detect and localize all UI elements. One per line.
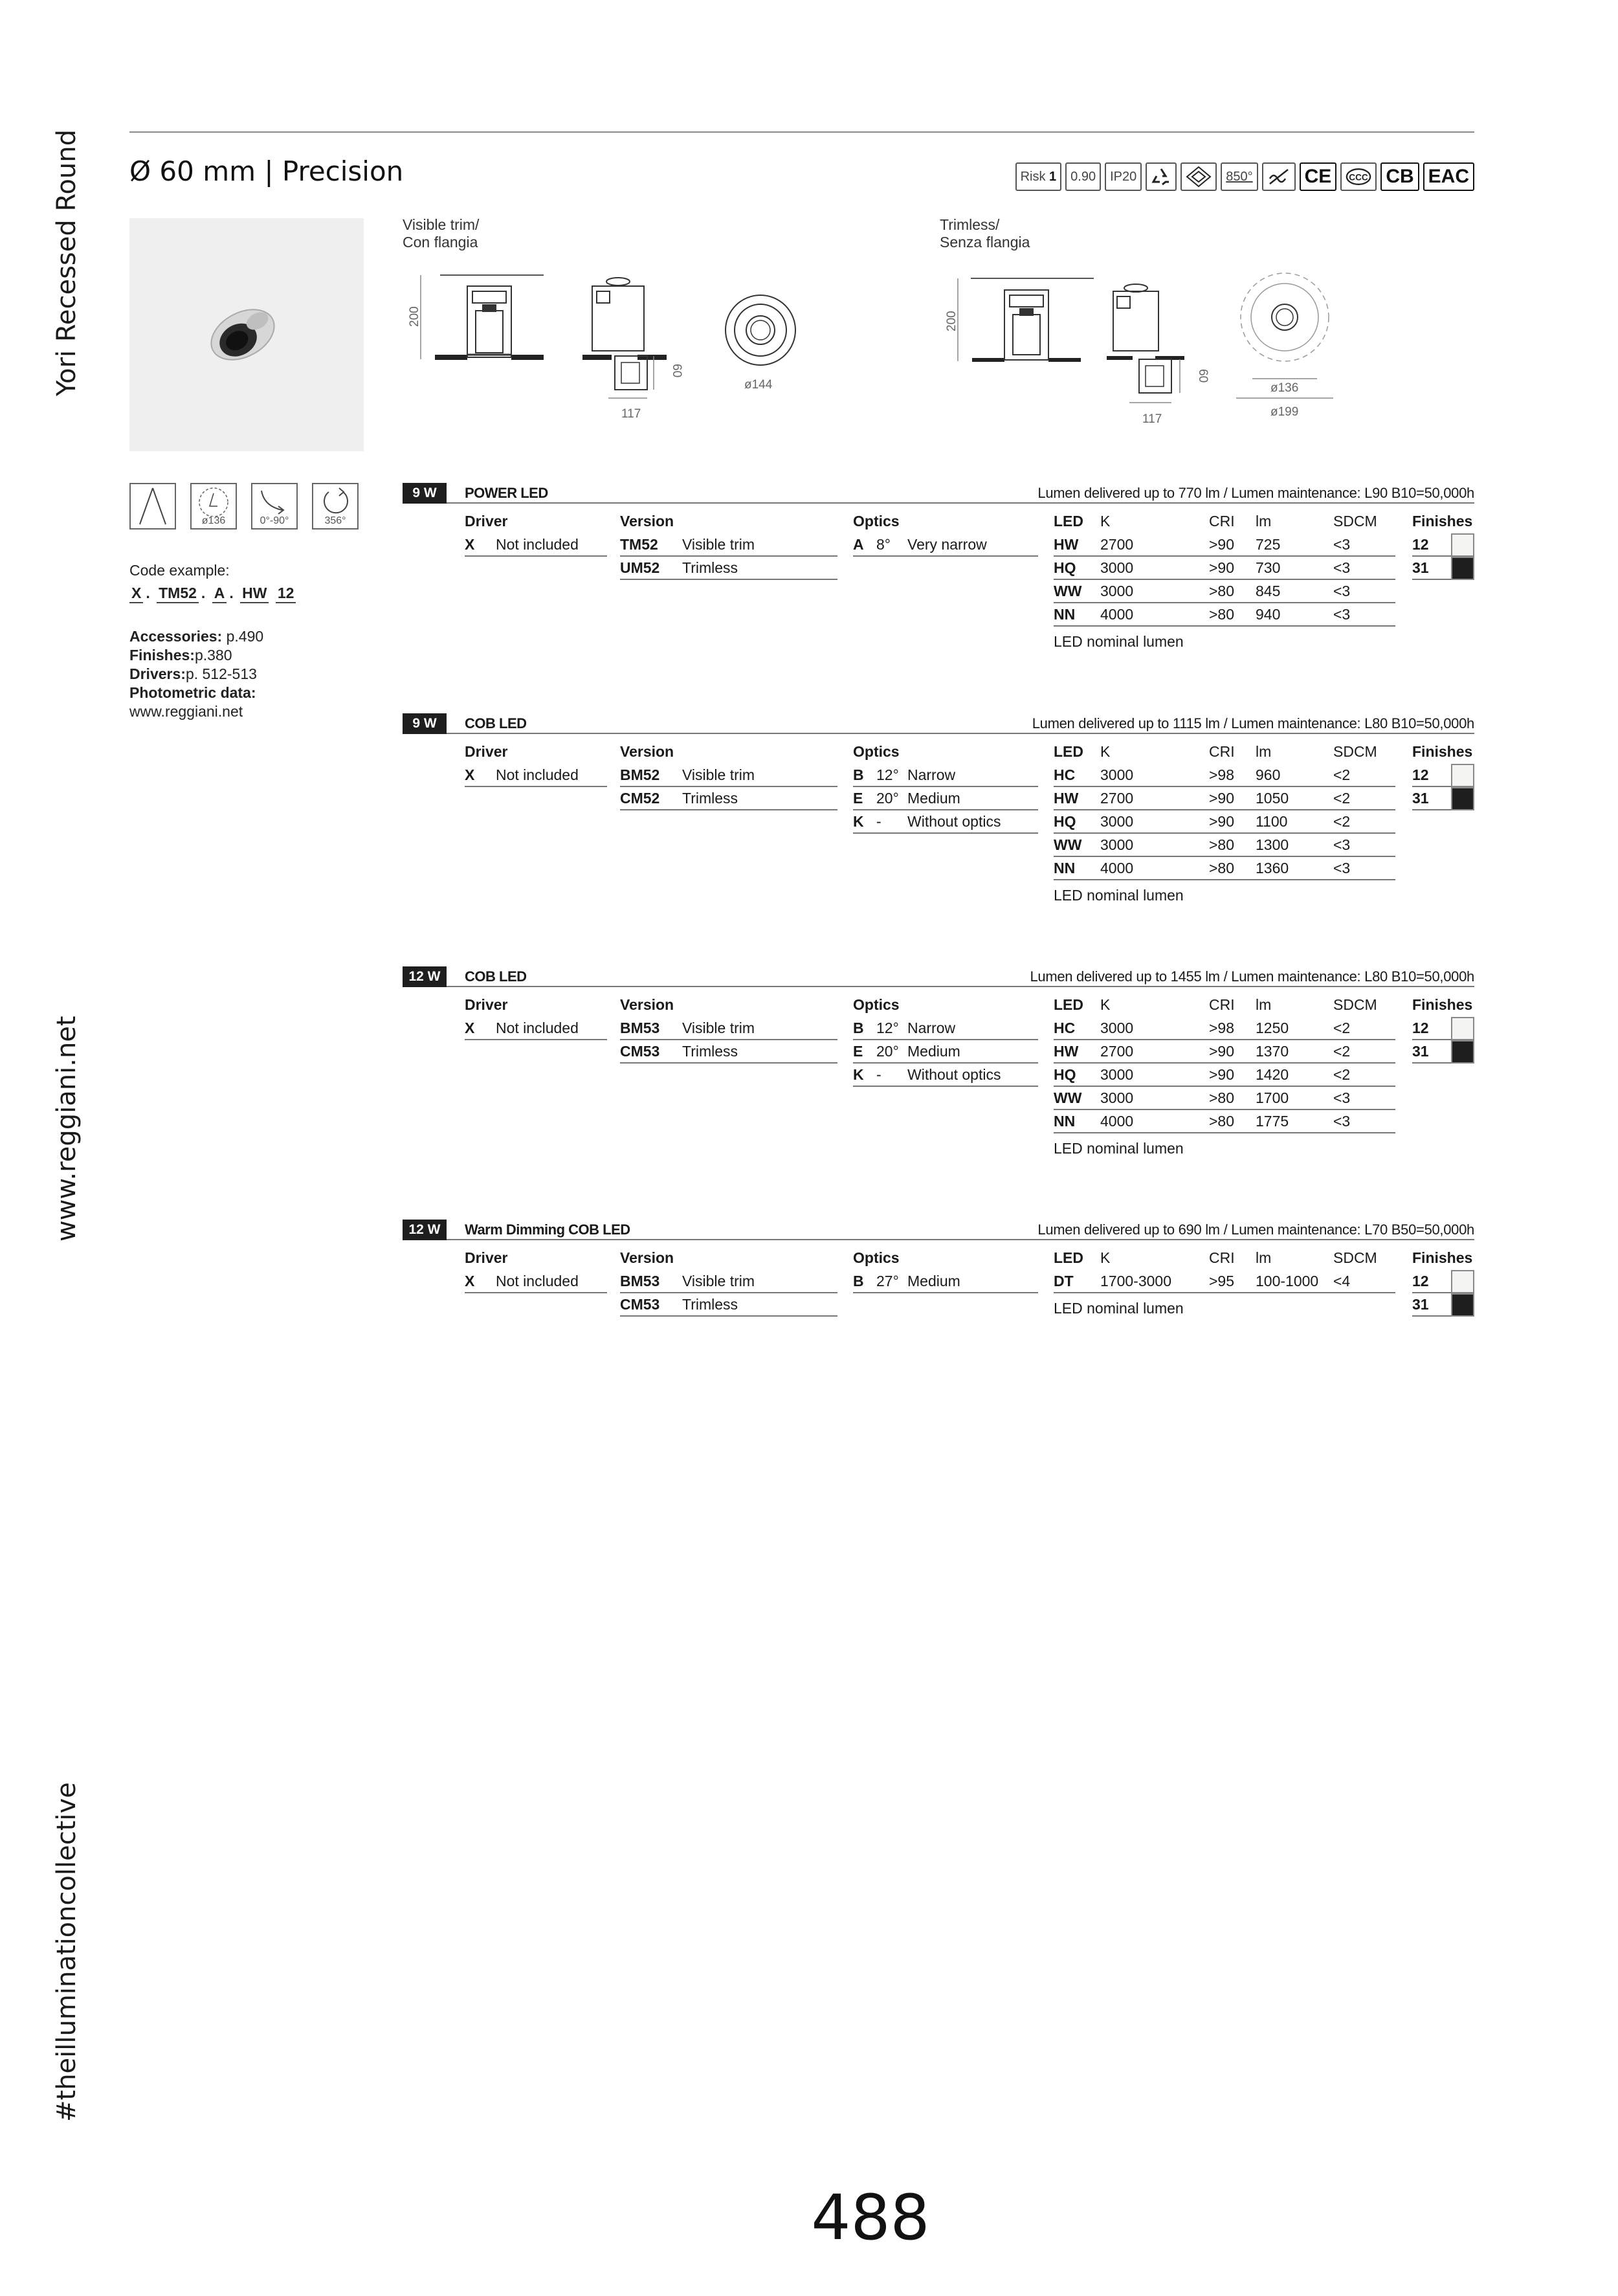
temperature-icon: 850° — [1221, 162, 1258, 191]
finish-row: 31 — [1412, 787, 1474, 810]
dim-height-trimless: 200 — [945, 311, 959, 331]
finishes-column — [1412, 739, 1474, 810]
power-factor-icon: 0.90 — [1065, 162, 1101, 191]
finish-swatch — [1451, 533, 1474, 557]
k-header: K — [1100, 996, 1111, 1013]
version-row: CM53 Trimless — [620, 1293, 837, 1317]
dim-outer-trimless: ø199 — [1270, 405, 1299, 419]
finishes-header: Finishes — [1412, 996, 1473, 1013]
finishes-column — [1412, 992, 1474, 1064]
optics-row: E 20° Medium — [853, 1040, 1038, 1064]
finish-row: 31 — [1412, 1293, 1474, 1317]
finish-swatch — [1451, 1270, 1474, 1293]
led-row: WW 3000 >80 845 <3 — [1054, 580, 1395, 603]
led-row: NN 4000 >80 940 <3 — [1054, 603, 1395, 627]
finishes-ref: Finishes:p.380 — [129, 647, 232, 663]
lm-header: lm — [1256, 1249, 1272, 1266]
finishes-header: Finishes — [1412, 1249, 1473, 1266]
led-note: LED nominal lumen — [1054, 887, 1184, 904]
dim-cutout-trimless: ø136 — [1270, 381, 1299, 395]
finish-row: 12 — [1412, 1270, 1474, 1293]
driver-header: Driver — [465, 996, 508, 1013]
led-row: WW 3000 >80 1300 <3 — [1054, 834, 1395, 857]
section-header — [403, 1220, 1474, 1240]
finish-swatch — [1451, 557, 1474, 580]
optics-header: Optics — [853, 996, 900, 1013]
code-part: TM52 — [157, 585, 199, 603]
driver-row: X Not included — [465, 1270, 607, 1293]
optics-row: B 12° Narrow — [853, 1017, 1038, 1040]
class-iii-icon — [1180, 162, 1217, 191]
section-header — [403, 483, 1474, 504]
version-column — [620, 509, 837, 580]
lm-header: lm — [1256, 996, 1272, 1013]
photometric-ref: Photometric data: — [129, 684, 256, 701]
optics-row: K - Without optics — [853, 810, 1038, 834]
finish-swatch — [1451, 787, 1474, 810]
driver-row: X Not included — [465, 764, 607, 787]
trimless-label: Trimless/ Senza flangia — [940, 216, 1030, 251]
cutout-label: ø136 — [201, 515, 226, 526]
section-header — [403, 713, 1474, 734]
cri-header: CRI — [1209, 996, 1235, 1013]
driver-header: Driver — [465, 1249, 508, 1266]
rotation-icon — [312, 483, 359, 529]
finish-swatch — [1451, 764, 1474, 787]
side-hashtag: #theilluminationcollective — [52, 1782, 82, 2122]
optics-header: Optics — [853, 513, 900, 529]
optics-header: Optics — [853, 743, 900, 760]
led-row: HW 2700 >90 1370 <2 — [1054, 1040, 1395, 1064]
optics-row: K - Without optics — [853, 1064, 1038, 1087]
finishes-header: Finishes — [1412, 743, 1473, 760]
driver-column — [465, 509, 607, 557]
code-part: X — [129, 585, 143, 603]
k-header: K — [1100, 743, 1111, 760]
version-row: BM53 Visible trim — [620, 1270, 837, 1293]
lumen-info: Lumen delivered up to 690 lm / Lumen maintenance: L70 B50=50,000h — [1037, 1221, 1474, 1238]
led-row: HQ 3000 >90 730 <3 — [1054, 557, 1395, 580]
page-title: Ø 60 mm | Precision — [129, 155, 404, 187]
lm-header: lm — [1256, 743, 1272, 760]
ce-mark-icon: CE — [1300, 162, 1337, 191]
finish-swatch — [1451, 1040, 1474, 1064]
version-row: CM53 Trimless — [620, 1040, 837, 1064]
optics-column — [853, 1245, 1038, 1293]
led-type: COB LED — [465, 715, 527, 731]
left-website: www.reggiani.net — [129, 703, 243, 720]
certification-icons — [1015, 162, 1474, 191]
lumen-info: Lumen delivered up to 770 lm / Lumen maintenance: L90 B10=50,000h — [1037, 485, 1474, 501]
code-part: 12 — [276, 585, 296, 603]
code-example-label: Code example: — [129, 562, 230, 579]
sdcm-header: SDCM — [1333, 996, 1377, 1013]
side-product-name: Yori Recessed Round — [52, 129, 82, 396]
version-header: Version — [620, 513, 674, 529]
version-row: TM52 Visible trim — [620, 533, 837, 557]
wattage-badge: 9 W — [403, 483, 447, 504]
optics-row: A 8° Very narrow — [853, 533, 1038, 557]
finish-swatch — [1451, 1293, 1474, 1317]
product-photo — [129, 218, 364, 451]
finishes-column — [1412, 509, 1474, 580]
led-row: HC 3000 >98 1250 <2 — [1054, 1017, 1395, 1040]
led-row: NN 4000 >80 1360 <3 — [1054, 857, 1395, 880]
dim-width-visible: 117 — [621, 407, 641, 421]
led-column — [1054, 739, 1395, 904]
drivers-ref: Drivers:p. 512-513 — [129, 665, 257, 682]
lumen-info: Lumen delivered up to 1115 lm / Lumen maintenance: L80 B10=50,000h — [1032, 715, 1474, 731]
sdcm-header: SDCM — [1333, 743, 1377, 760]
cri-header: CRI — [1209, 513, 1235, 529]
led-note: LED nominal lumen — [1054, 633, 1184, 650]
feature-icons — [129, 483, 359, 529]
dim-height-visible: 200 — [408, 306, 421, 327]
led-type: Warm Dimming COB LED — [465, 1221, 630, 1238]
code-example: X . TM52 . A . HW 12 — [129, 585, 298, 603]
led-row: HW 2700 >90 725 <3 — [1054, 533, 1395, 557]
section-header — [403, 966, 1474, 987]
driver-column — [465, 739, 607, 787]
driver-row: X Not included — [465, 533, 607, 557]
version-column — [620, 739, 837, 810]
lumen-info: Lumen delivered up to 1455 lm / Lumen maintenance: L80 B10=50,000h — [1030, 968, 1474, 985]
beam-angle-icon — [129, 483, 176, 529]
visible-trim-drawing — [395, 259, 822, 434]
optics-column — [853, 739, 1038, 834]
led-column — [1054, 992, 1395, 1157]
finish-row: 31 — [1412, 557, 1474, 580]
led-type: POWER LED — [465, 485, 548, 501]
svg-text:CCC: CCC — [1349, 172, 1369, 183]
ip-rating-icon: IP20 — [1105, 162, 1142, 191]
rotation-label: 356° — [324, 515, 346, 526]
version-header: Version — [620, 743, 674, 760]
led-header: LED — [1054, 996, 1083, 1013]
driver-column — [465, 992, 607, 1040]
spec-section — [403, 483, 1474, 650]
side-website: www.reggiani.net — [52, 1016, 82, 1242]
led-row: NN 4000 >80 1775 <3 — [1054, 1110, 1395, 1133]
wattage-badge: 12 W — [403, 966, 447, 987]
version-column — [620, 1245, 837, 1317]
ccc-icon — [1340, 162, 1377, 191]
code-part: HW — [240, 585, 269, 603]
optics-column — [853, 992, 1038, 1087]
wattage-badge: 12 W — [403, 1220, 447, 1240]
eac-mark-icon: EAC — [1423, 162, 1474, 191]
led-row: WW 3000 >80 1700 <3 — [1054, 1087, 1395, 1110]
cb-mark-icon: CB — [1380, 162, 1419, 191]
led-column — [1054, 1245, 1395, 1317]
tilt-label: 0°-90° — [260, 515, 289, 526]
accessories-ref: Accessories: p.490 — [129, 628, 264, 645]
spec-section — [403, 713, 1474, 904]
dim-depth-visible: 60 — [670, 364, 683, 378]
finishes-column — [1412, 1245, 1474, 1317]
dim-width-trimless: 117 — [1142, 412, 1162, 426]
finish-row: 12 — [1412, 1017, 1474, 1040]
sdcm-header: SDCM — [1333, 513, 1377, 529]
led-row: HQ 3000 >90 1100 <2 — [1054, 810, 1395, 834]
spec-section — [403, 1220, 1474, 1317]
cutout-icon — [190, 483, 237, 529]
optics-header: Optics — [853, 1249, 900, 1266]
version-row: BM52 Visible trim — [620, 764, 837, 787]
trimless-drawing — [932, 259, 1359, 434]
version-row: BM53 Visible trim — [620, 1017, 837, 1040]
led-note: LED nominal lumen — [1054, 1140, 1184, 1157]
risk-icon: Risk 1 — [1015, 162, 1062, 191]
visible-trim-label: Visible trim/ Con flangia — [403, 216, 480, 251]
sdcm-header: SDCM — [1333, 1249, 1377, 1266]
dim-diameter-visible: ø144 — [744, 378, 773, 392]
code-part: A — [212, 585, 227, 603]
recycle-icon — [1146, 162, 1177, 191]
driver-header: Driver — [465, 513, 508, 529]
led-column — [1054, 509, 1395, 651]
version-header: Version — [620, 1249, 674, 1266]
k-header: K — [1100, 513, 1111, 529]
led-note: LED nominal lumen — [1054, 1300, 1184, 1317]
wattage-badge: 9 W — [403, 713, 447, 734]
optics-column — [853, 509, 1038, 557]
led-type: COB LED — [465, 968, 527, 985]
finish-row: 12 — [1412, 533, 1474, 557]
version-row: CM52 Trimless — [620, 787, 837, 810]
spec-section — [403, 966, 1474, 1157]
led-header: LED — [1054, 1249, 1083, 1266]
driver-column — [465, 1245, 607, 1293]
optics-row: B 27° Medium — [853, 1270, 1038, 1293]
top-rule — [129, 131, 1474, 133]
cri-header: CRI — [1209, 743, 1235, 760]
led-row: HQ 3000 >90 1420 <2 — [1054, 1064, 1395, 1087]
lm-header: lm — [1256, 513, 1272, 529]
optics-row: E 20° Medium — [853, 787, 1038, 810]
led-header: LED — [1054, 513, 1083, 529]
led-header: LED — [1054, 743, 1083, 760]
driver-header: Driver — [465, 743, 508, 760]
finishes-header: Finishes — [1412, 513, 1473, 529]
finish-swatch — [1451, 1017, 1474, 1040]
dim-depth-trimless: 60 — [1196, 369, 1210, 383]
tilt-icon — [251, 483, 298, 529]
cri-header: CRI — [1209, 1249, 1235, 1266]
driver-row: X Not included — [465, 1017, 607, 1040]
version-row: UM52 Trimless — [620, 557, 837, 580]
version-header: Version — [620, 996, 674, 1013]
finish-row: 31 — [1412, 1040, 1474, 1064]
optics-row: B 12° Narrow — [853, 764, 1038, 787]
version-column — [620, 992, 837, 1064]
led-row: HC 3000 >98 960 <2 — [1054, 764, 1395, 787]
page-number: 488 — [811, 2181, 930, 2254]
no-insulation-icon — [1262, 162, 1296, 191]
finish-row: 12 — [1412, 764, 1474, 787]
led-row: HW 2700 >90 1050 <2 — [1054, 787, 1395, 810]
led-row: DT 1700-3000 >95 100-1000 <4 — [1054, 1270, 1395, 1293]
k-header: K — [1100, 1249, 1111, 1266]
